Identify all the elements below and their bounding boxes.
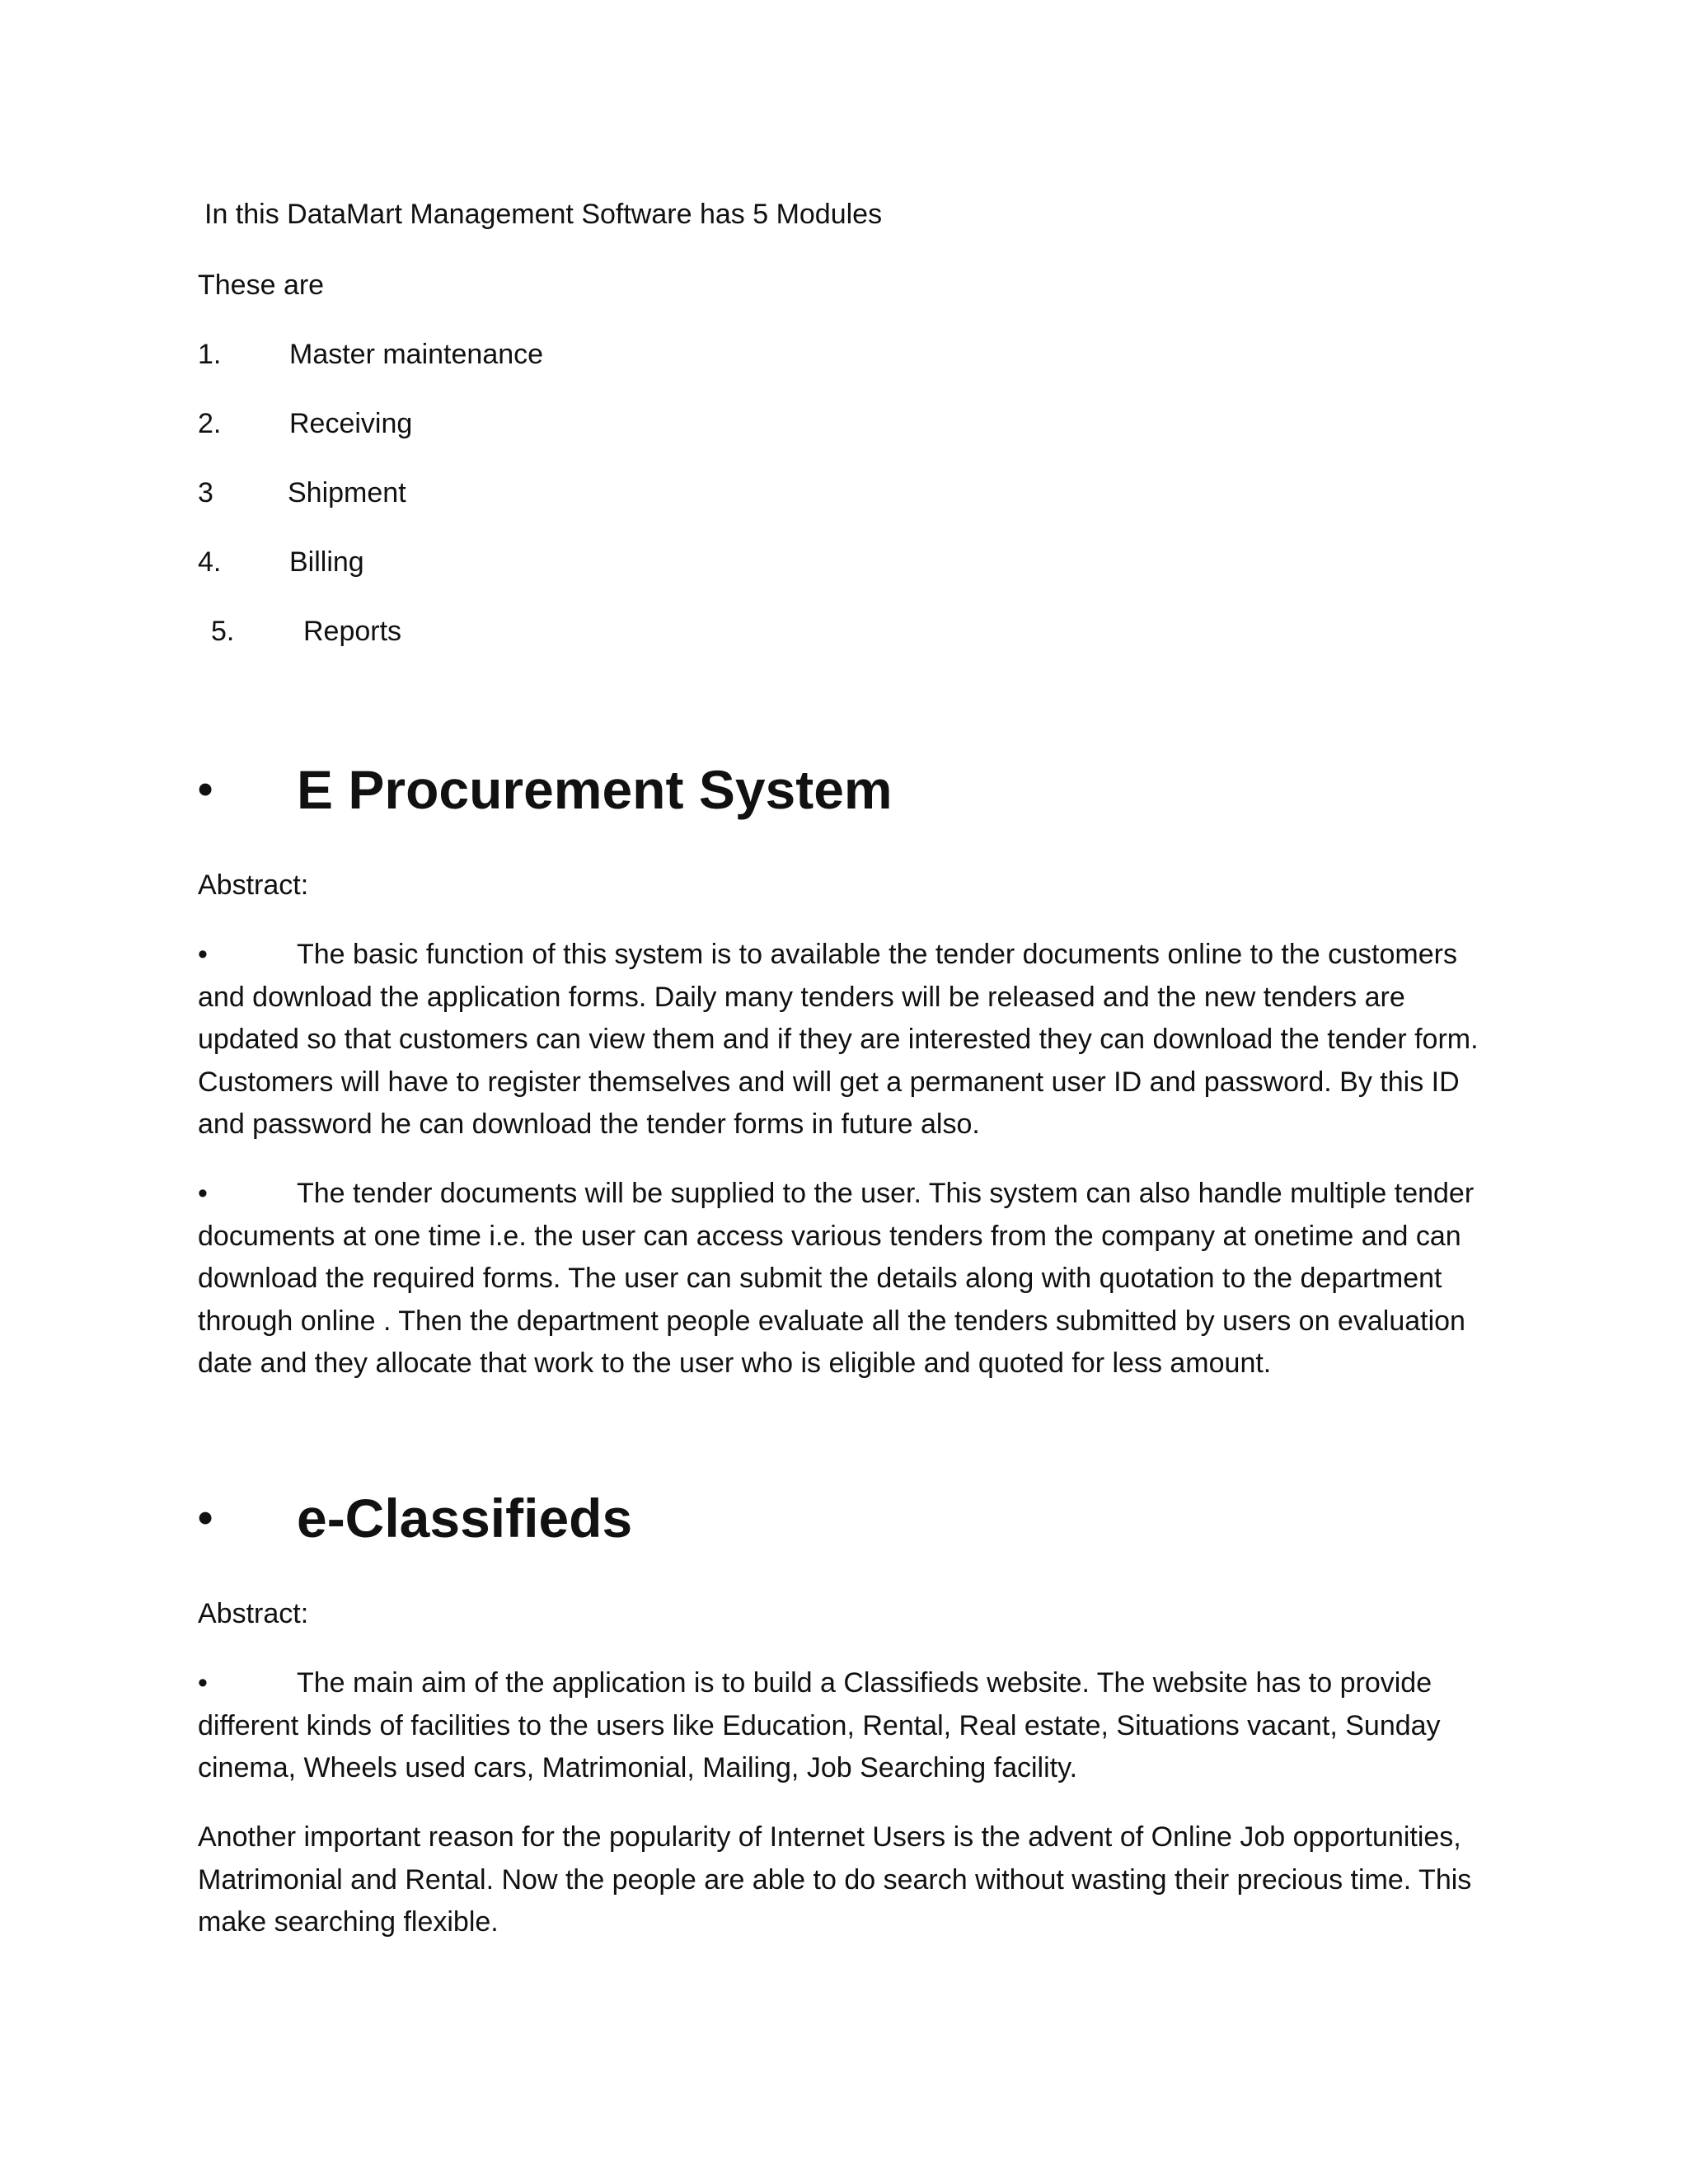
bullet-icon: • [198, 766, 213, 813]
paragraph [198, 1173, 1484, 1385]
paragraph [198, 1816, 1484, 1944]
module-number: 1. [198, 339, 222, 370]
module-number: 3 [198, 477, 213, 509]
paragraph [198, 1662, 1484, 1790]
these-are-text: These are [198, 269, 325, 301]
bullet-icon: • [198, 1667, 208, 1699]
module-number: 2. [198, 408, 222, 439]
paragraph-text: The tender documents will be supplied to the user. This system can also handle multiple tender documents at one time i.e. the user can access various tenders from the company at onetime and can download the required forms. The user can submit the details along with quotation to the department through online . Then the department people evaluate all the tenders submitted by users on evaluation date and they allocate that work to the user who is eligible and quoted for less amount. [198, 1178, 1475, 1379]
module-label: Billing [289, 546, 364, 578]
paragraph [198, 934, 1484, 1146]
intro-text: In this DataMart Management Software has 5 Modules [204, 199, 883, 230]
abstract-label: Abstract: [198, 869, 309, 901]
module-number: 5. [211, 616, 235, 647]
module-label: Master maintenance [289, 339, 544, 370]
paragraph-text: The basic function of this system is to available the tender documents online to the customers and download the application forms. Daily many tenders will be released and the new tenders are updated so that customers can view them and if they are interested they can download the tender form. Customers will have to register themselves and will get a permanent user ID and password. By this ID and password he can download the tender forms in future also. [198, 939, 1479, 1140]
abstract-label: Abstract: [198, 1598, 309, 1629]
bullet-icon: • [198, 1494, 213, 1542]
bullet-icon: • [198, 939, 208, 970]
paragraph-text: Another important reason for the popularity of Internet Users is the advent of Online Job opportunities, Matrimonial and Rental. Now the people are able to do search without wasting their precious time. This make searching flexible. [198, 1821, 1472, 1938]
section-title: e-Classifieds [297, 1488, 633, 1549]
module-label: Shipment [288, 477, 406, 509]
section-title: E Procurement System [297, 759, 893, 820]
module-label: Reports [303, 616, 402, 647]
paragraph-text: The main aim of the application is to build a Classifieds website. The website has to provide different kinds of facilities to the users like Education, Rental, Real estate, Situations vacant, Sunday cinema, Wheels used cars, Matrimonial, Mailing, Job Searching facility. [198, 1667, 1441, 1783]
module-label: Receiving [289, 408, 413, 439]
module-number: 4. [198, 546, 222, 578]
bullet-icon: • [198, 1178, 208, 1209]
